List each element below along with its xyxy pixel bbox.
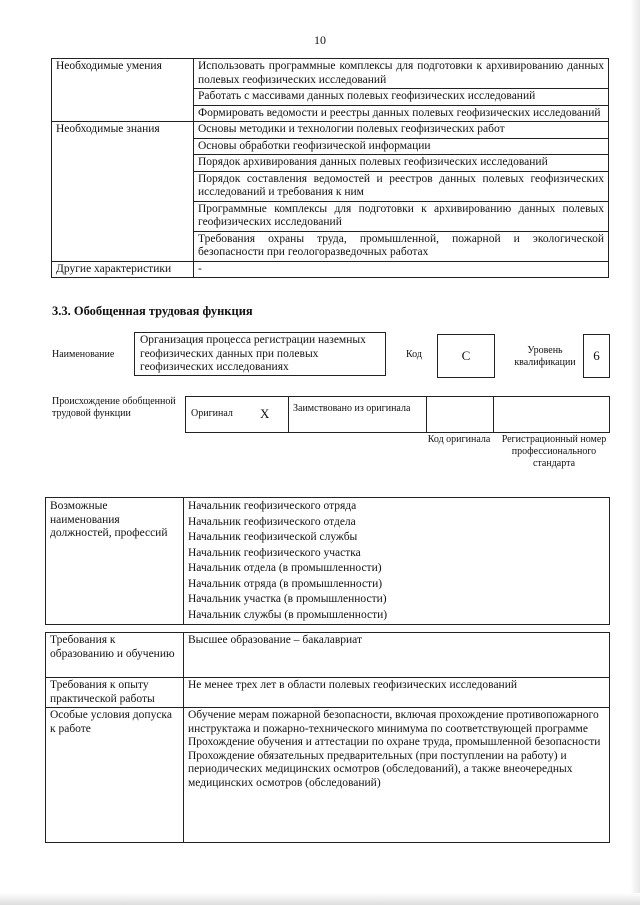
table-row: [52, 261, 609, 278]
level-label: Уровень квалификации: [514, 345, 576, 368]
knowledge-item: Порядок архивирования данных полевых геофизических исследований: [194, 155, 609, 172]
position-item: Начальник службы (в промышленности): [188, 608, 388, 621]
table-row: [46, 498, 610, 625]
positions-label: Возможные наименования должностей, профессий: [46, 498, 184, 625]
divider: [493, 397, 494, 432]
skill-item: Использовать программные комплексы для подготовки к архивированию данных полевых геофизических исследований: [194, 59, 609, 89]
condition-item: Прохождение обязательных предварительных (при поступлении на работу) и периодических медицинских осмотров (обследований), а также внеочередных медицинских осмотров (обследований): [188, 749, 573, 789]
requirement-value: Высшее образование – бакалавриат: [184, 633, 610, 678]
requirement-value: [184, 708, 610, 843]
original-label: Оригинал: [191, 408, 233, 419]
code-label: Код: [406, 349, 422, 360]
function-name: Организация процесса регистрации наземных геофизических данных при полевых геофизических исследованиях: [134, 332, 386, 376]
row-label: Другие характеристики: [52, 261, 194, 278]
row-label: Необходимые знания: [52, 122, 194, 262]
registration-caption: Регистрационный номер профессионального стандарта: [501, 434, 607, 469]
section-title: 3.3. Обобщенная трудовая функция: [52, 304, 253, 318]
divider: [426, 397, 427, 432]
position-item: Начальник участка (в промышленности): [188, 593, 387, 605]
knowledge-item: Требования охраны труда, промышленной, пожарной и экологической безопасности при геологоразведочных работах: [194, 231, 609, 261]
positions-table: [45, 497, 610, 625]
knowledge-item: Порядок составления ведомостей и реестров данных полевых геофизических исследований и требования к ним: [194, 171, 609, 201]
position-item: Начальник геофизического участка: [188, 546, 361, 559]
knowledge-item: Программные комплексы для подготовки к архивированию данных полевых геофизических исследований: [194, 201, 609, 231]
original-mark: X: [260, 406, 270, 421]
origin-row: [185, 396, 610, 433]
requirement-label: Требования к опыту практической работы: [46, 678, 184, 708]
table-row: [52, 59, 609, 89]
requirement-label: Особые условия допуска к работе: [46, 708, 184, 843]
scan-edge: [630, 0, 640, 905]
function-code: C: [437, 334, 495, 378]
position-item: Начальник отдела (в промышленности): [188, 562, 382, 574]
position-item: Начальник геофизической службы: [188, 531, 358, 543]
requirement-label: Требования к образованию и обучению: [46, 633, 184, 678]
table-row: [46, 633, 610, 678]
divider: [288, 397, 289, 432]
condition-item: Обучение мерам пожарной безопасности, включая прохождение противопожарного инструктажа и пожарно-технического минимума по соответствующей программе: [188, 709, 599, 735]
scan-edge: [0, 893, 640, 905]
requirement-value: Не менее трех лет в области полевых геофизических исследований: [184, 678, 610, 708]
knowledge-item: Основы обработки геофизической информации: [194, 138, 609, 155]
row-label: Необходимые умения: [52, 59, 194, 122]
code-original-caption: Код оригинала: [427, 434, 491, 445]
position-item: Начальник геофизического отряда: [188, 500, 357, 512]
condition-item: Прохождение обучения и аттестации по охране труда, промышленной безопасности: [188, 736, 601, 748]
positions-list: [184, 498, 610, 625]
borrowed-label: Заимствовано из оригинала: [293, 403, 411, 414]
table-row: [52, 122, 609, 139]
qualification-level: 6: [583, 334, 610, 378]
name-label: Наименование: [52, 349, 115, 360]
other-item: -: [194, 261, 609, 278]
skills-table: [51, 58, 609, 278]
table-row: [46, 678, 610, 708]
page-number: 10: [314, 33, 326, 47]
table-row: [46, 708, 610, 843]
position-item: Начальник отряда (в промышленности): [188, 577, 383, 590]
position-item: Начальник геофизического отдела: [188, 515, 356, 528]
skill-item: Работать с массивами данных полевых геофизических исследований: [194, 89, 609, 106]
skill-item: Формировать ведомости и реестры данных полевых геофизических исследований: [194, 105, 609, 122]
origin-label: Происхождение обобщенной трудовой функции: [52, 396, 176, 419]
knowledge-item: Основы методики и технологии полевых геофизических работ: [194, 122, 609, 139]
requirements-table: [45, 632, 610, 843]
